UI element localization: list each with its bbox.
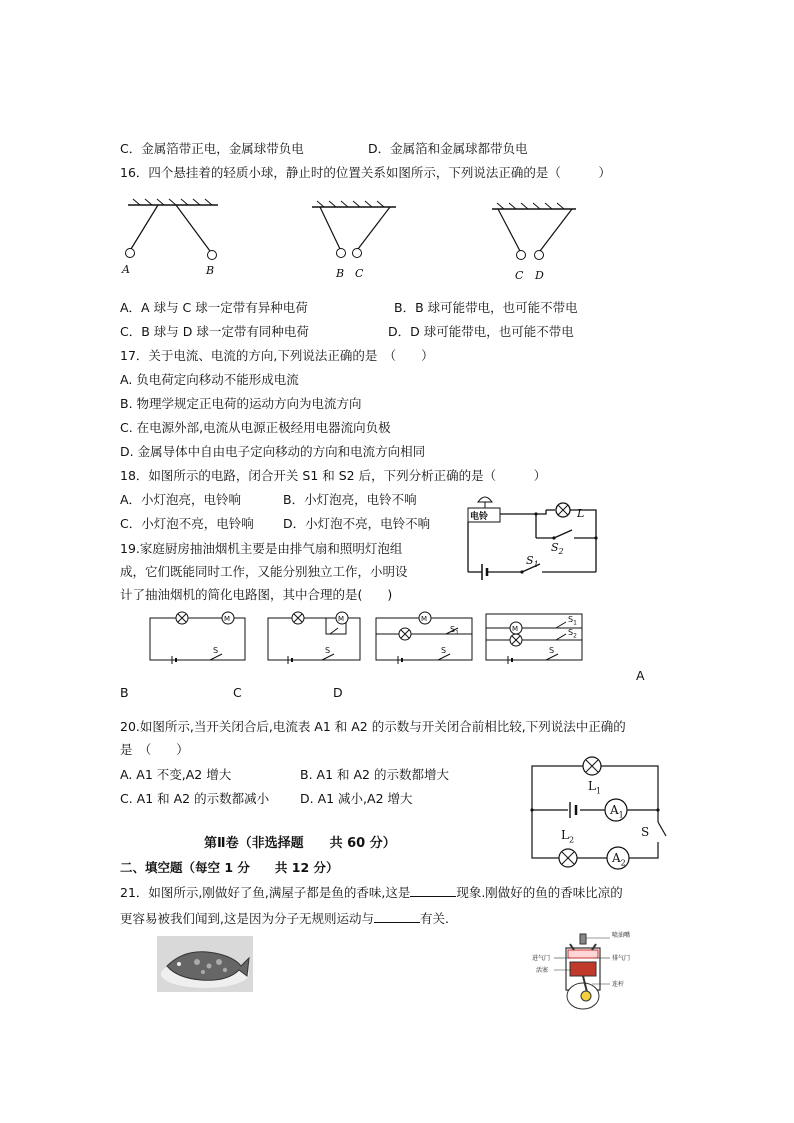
- q19-label-b: B: [120, 685, 129, 700]
- q21-line2-part-b: 有关.: [419, 911, 449, 926]
- q20-stem-line1: 20.如图所示,当开关闭合后,电流表 A1 和 A2 的示数与开关闭合前相比较,下列说法中正确的: [120, 719, 626, 734]
- q19-switch-d: S: [549, 646, 555, 655]
- q18-option-c: C．小灯泡不亮，电铃响: [120, 516, 254, 531]
- q16-hanging-balls-figure: [0, 195, 794, 275]
- q19-label-a: A: [636, 668, 645, 683]
- q19-motor-b: M: [338, 615, 345, 623]
- engine-label-piston: 活塞: [536, 967, 549, 974]
- q19-motor-d: M: [512, 625, 519, 633]
- engine-diagram: [552, 934, 642, 1012]
- q20-l2-letter: L: [561, 828, 569, 842]
- q19-circuit-options: [0, 610, 794, 670]
- section2-heading: 二、填空题（每空 1 分 共 12 分）: [120, 860, 339, 875]
- q19-switch-c1-sub: 1: [455, 629, 459, 637]
- section2-title: 第Ⅱ卷（非选择题 共 60 分）: [204, 836, 396, 851]
- q19-motor-c: M: [421, 615, 428, 623]
- q18-stem: 18．如图所示的电路，闭合开关 S1 和 S2 后，下列分析正确的是（ ）: [120, 468, 547, 483]
- q15-option-d: D．金属箔和金属球都带负电: [368, 141, 528, 156]
- engine-label-exhaust: 排气门: [612, 955, 631, 962]
- q18-option-d: D．小灯泡不亮，电铃不响: [283, 516, 431, 531]
- q18-option-b: B．小灯泡亮，电铃不响: [283, 492, 417, 507]
- q18-s2-label: [551, 540, 564, 560]
- q20-a2-sub: 2: [620, 858, 626, 868]
- q18-s2-sub: 2: [558, 547, 564, 557]
- engine-label-rod: 连杆: [612, 981, 625, 988]
- q18-s2-letter: S: [551, 541, 559, 554]
- q19-stem-line1: 19.家庭厨房抽油烟机主要是由排气扇和照明灯泡组: [120, 541, 403, 556]
- q20-stem-line2: 是 （ ）: [120, 742, 189, 757]
- q16-ball-label-b: B: [206, 264, 215, 277]
- q20-switch-label: S: [641, 825, 650, 839]
- q17-option-d: D. 金属导体中自由电子定向移动的方向和电流方向相同: [120, 444, 426, 459]
- q20-l2-label: [561, 827, 574, 848]
- q16-stem: 16．四个悬挂着的轻质小球，静止时的位置关系如图所示，下列说法正确的是（ ）: [120, 165, 611, 180]
- q16-option-b: B．B 球可能带电，也可能不带电: [394, 300, 578, 315]
- q16-ball-label-c2: C: [515, 269, 524, 282]
- q17-option-a: A. 负电荷定向移动不能形成电流: [120, 372, 299, 387]
- q16-fig-ab: [126, 199, 219, 260]
- q18-s1-letter: S: [526, 554, 534, 567]
- q18-lamp-label: L: [577, 507, 585, 520]
- q20-l1-letter: L: [588, 779, 596, 793]
- q20-a1-letter: A: [610, 803, 619, 817]
- q20-option-c: C. A1 和 A2 的示数都减小: [120, 791, 270, 806]
- q19-switch-d2: [568, 625, 577, 645]
- q19-switch-d1-letter: S: [568, 615, 574, 624]
- q18-bell-label: 电铃: [470, 512, 489, 522]
- q20-a1-label: [610, 802, 624, 823]
- q17-option-b: B. 物理学规定正电荷的运动方向为电流方向: [120, 396, 362, 411]
- q19-label-c: C: [233, 685, 242, 700]
- q18-option-a: A．小灯泡亮，电铃响: [120, 492, 242, 507]
- q20-option-d: D. A1 减小,A2 增大: [300, 791, 413, 806]
- q16-ball-label-a: A: [122, 263, 130, 276]
- q16-ball-label-b2: B: [336, 267, 345, 280]
- q19-circuit-b: [268, 612, 360, 664]
- q16-option-d: D．D 球可能带电，也可能不带电: [388, 324, 574, 339]
- q21-line2: [120, 910, 449, 927]
- q19-switch-c: S: [441, 646, 447, 655]
- q20-option-b: B. A1 和 A2 的示数都增大: [300, 767, 449, 782]
- q16-ball-label-d: D: [535, 269, 544, 282]
- q19-switch-d2-letter: S: [568, 628, 574, 637]
- q19-switch-d1-sub: 1: [573, 619, 577, 627]
- q19-switch-d2-sub: 2: [573, 632, 577, 640]
- q16-option-a: A．A 球与 C 球一定带有异种电荷: [120, 300, 308, 315]
- q17-option-c: C. 在电源外部,电流从电源正极经用电器流向负极: [120, 420, 391, 435]
- q21-blank-1[interactable]: [410, 884, 456, 897]
- q17-stem: 17．关于电流、电流的方向,下列说法正确的是 （ ）: [120, 348, 434, 363]
- q19-stem-line2: 成，它们既能同时工作，又能分别独立工作，小明设: [120, 564, 408, 579]
- q20-a2-label: [612, 850, 626, 871]
- q16-option-c: C．B 球与 D 球一定带有同种电荷: [120, 324, 309, 339]
- q19-stem-line3: 计了抽油烟机的简化电路图，其中合理的是( ): [120, 587, 393, 602]
- q16-fig-bc: [312, 201, 396, 258]
- q21-blank-2[interactable]: [374, 910, 420, 923]
- q20-a2-letter: A: [612, 851, 621, 865]
- q18-s1-sub: 1: [533, 560, 539, 570]
- q20-l1-label: [588, 778, 601, 799]
- q21-line1-part-a: 21．如图所示,刚做好了鱼,满屋子都是鱼的香味,这是: [120, 885, 411, 900]
- q19-switch-c1-letter: S: [450, 625, 456, 634]
- q19-label-d: D: [333, 685, 343, 700]
- q20-circuit-figure: [530, 760, 670, 860]
- q20-l2-sub: 2: [568, 835, 575, 845]
- q19-motor-a: M: [224, 615, 231, 623]
- q21-line1: [120, 884, 623, 901]
- engine-label-intake: 进气门: [532, 955, 551, 962]
- q20-option-a: A. A1 不变,A2 增大: [120, 767, 232, 782]
- q15-option-c: C．金属箔带正电，金属球带负电: [120, 141, 304, 156]
- q21-line2-part-a: 更容易被我们闻到,这是因为分子无规则运动与: [120, 911, 374, 926]
- fish-photo: [157, 936, 253, 992]
- q16-fig-cd: [492, 203, 576, 260]
- q19-circuit-a: [150, 612, 245, 664]
- q19-switch-c1: [450, 622, 459, 642]
- q20-l1-sub: 1: [595, 786, 602, 796]
- q16-ball-label-c: C: [355, 267, 364, 280]
- engine-label-injector: 喷油嘴: [612, 932, 631, 939]
- q19-switch-b: S: [325, 646, 331, 655]
- q19-switch-a: S: [213, 646, 219, 655]
- q18-s1-label: [526, 553, 539, 573]
- q20-a1-sub: 1: [618, 810, 624, 820]
- q21-line1-part-b: 现象.刚做好的鱼的香味比凉的: [456, 885, 623, 900]
